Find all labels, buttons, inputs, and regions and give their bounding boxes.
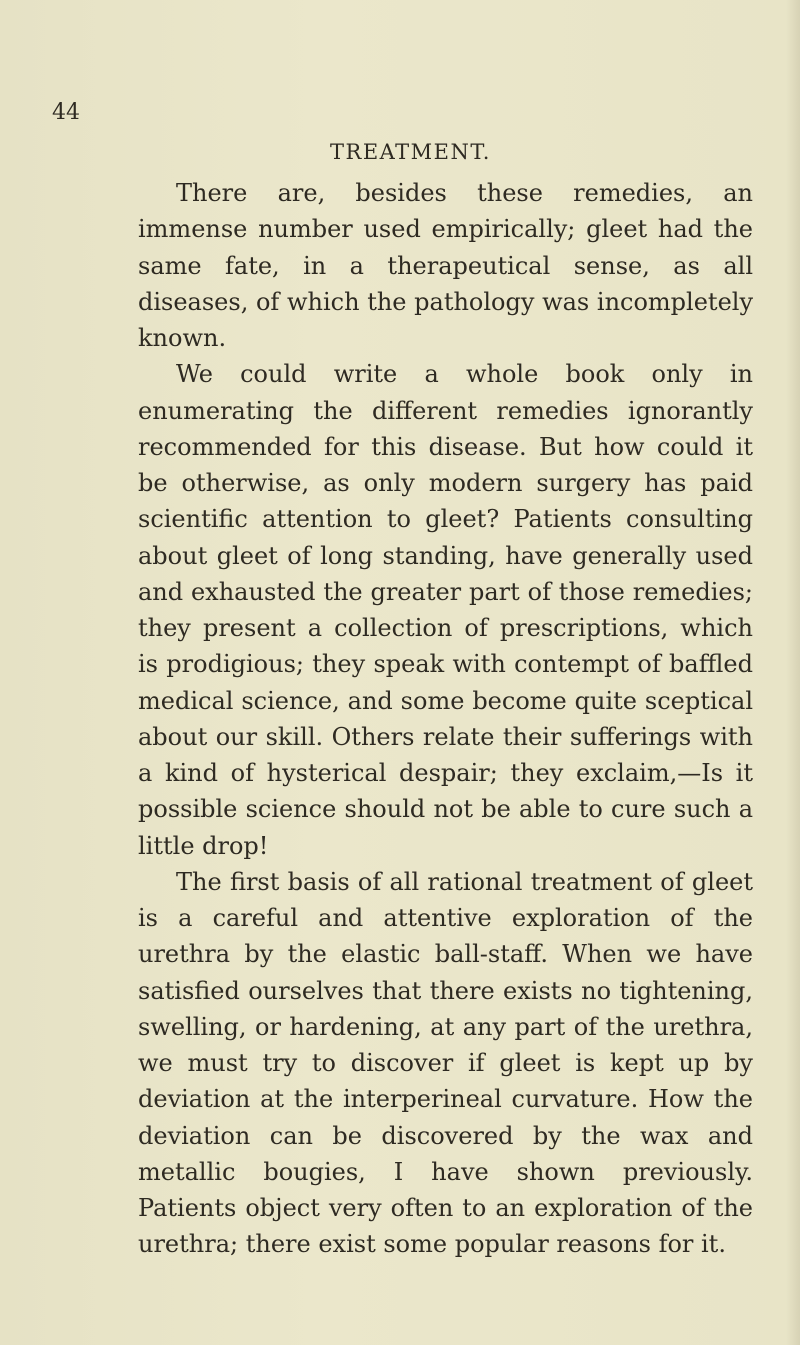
paragraph-3: The first basis of all rational treatment of gleet is a careful and attentive exploration of the urethra by the elastic ball-staff. When we have satisfied ourselves that there exists no tightening, swelling, or hardening, at any part of the urethra, we must try to discover if gleet is kept up by deviation at the interperineal curvature. How the deviation can be discovered by the wax and metallic bougies, I have shown previously. Patients object very often to an exploration of the urethra; there exist some popular reasons for it. (138, 867, 753, 1259)
body-text (138, 175, 753, 1263)
page-edge-shadow (786, 0, 800, 1345)
paragraph-2: We could write a whole book only in enumerating the different remedies ignorantly recommended for this disease. But how could it be otherwise, as only modern surgery has paid scientific attention to gleet? Patients consulting about gleet of long standing, have generally used and exhausted the greater part of those remedies; they present a collection of prescriptions, which is prodigious; they speak with contempt of baffled medical science, and some become quite sceptical about our skill. Others relate their sufferings with a kind of hysterical despair; they exclaim,—Is it possible science should not be able to cure such a little drop! (138, 360, 753, 860)
running-head: TREATMENT. (330, 140, 491, 164)
paragraph-1: There are, besides these remedies, an immense number used empirically; gleet had the same fate, in a therapeutical sense, as all diseases, of which the pathology was incompletely known. (138, 179, 753, 352)
page-number: 44 (52, 100, 80, 125)
